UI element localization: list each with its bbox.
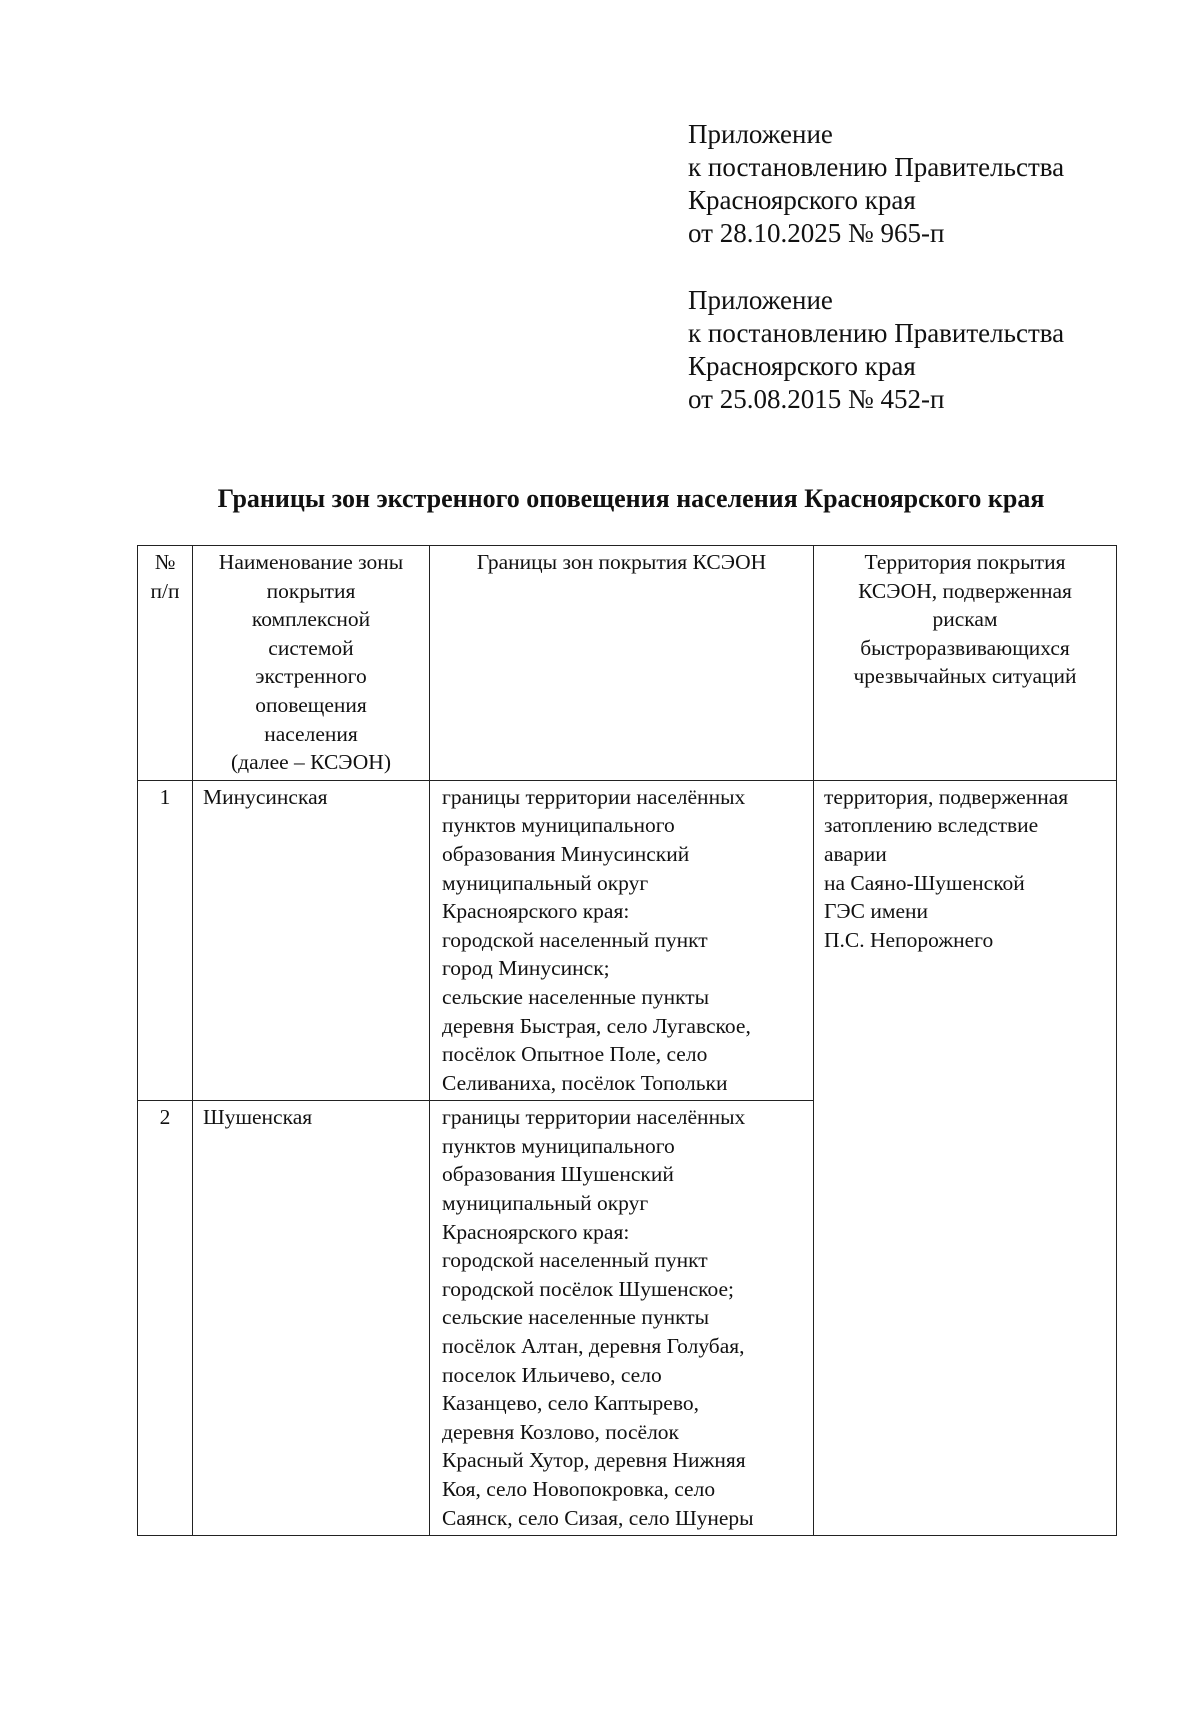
row-zone-name: Шушенская	[193, 1101, 430, 1536]
row-number: 1	[138, 780, 193, 1101]
header-zone-name: Наименование зоны покрытия комплексной системой экстренного оповещения населения (далее – КСЭОН)	[193, 546, 430, 781]
attachment-block-original	[688, 284, 1064, 416]
attachment-date: от 25.08.2015 № 452-п	[688, 384, 945, 414]
table-header-row	[138, 546, 1117, 781]
row-number: 2	[138, 1101, 193, 1536]
attachment-date: от 28.10.2025 № 965-п	[688, 218, 945, 248]
attachment-line: Красноярского края	[688, 351, 916, 381]
attachment-line: Красноярского края	[688, 185, 916, 215]
attachment-line: Приложение	[688, 285, 833, 315]
attachment-line: к постановлению Правительства	[688, 318, 1065, 348]
row-risk-territory: территория, подверженная затоплению вследствие аварии на Саяно-Шушенской ГЭС имени П.С. Непорожнего	[814, 780, 1117, 1535]
row-boundaries: границы территории населённых пунктов муниципального образования Шушенский муниципальный округ Красноярского края: городской населенный пункт городской посёлок Шушенское; сельские населенные пункты посёлок Алтан, деревня Голубая, поселок Ильичево, село Казанцево, село Каптырево, деревня Козлово, посёлок Красный Хутор, деревня Нижняя Коя, село Новопокровка, село Саянск, село Сизая, село Шунеры	[430, 1101, 814, 1536]
row-boundaries: границы территории населённых пунктов муниципального образования Минусинский муниципальный округ Красноярского края: городской населенный пункт город Минусинск; сельские населенные пункты деревня Быстрая, село Лугавское, посёлок Опытное Поле, село Селиваниха, посёлок Топольки	[430, 780, 814, 1101]
header-boundaries: Границы зон покрытия КСЭОН	[430, 546, 814, 781]
zones-table	[137, 545, 1117, 1536]
row-zone-name: Минусинская	[193, 780, 430, 1101]
attachment-line: Приложение	[688, 119, 833, 149]
attachment-line: к постановлению Правительства	[688, 152, 1065, 182]
attachment-block-current	[688, 118, 1064, 250]
header-risk-territory: Территория покрытия КСЭОН, подверженная рискам быстроразвивающихся чрезвычайных ситуаций	[814, 546, 1117, 781]
table-row	[138, 780, 1117, 1101]
document-title: Границы зон экстренного оповещения населения Красноярского края	[217, 484, 1045, 513]
header-number: № п/п	[138, 546, 193, 781]
